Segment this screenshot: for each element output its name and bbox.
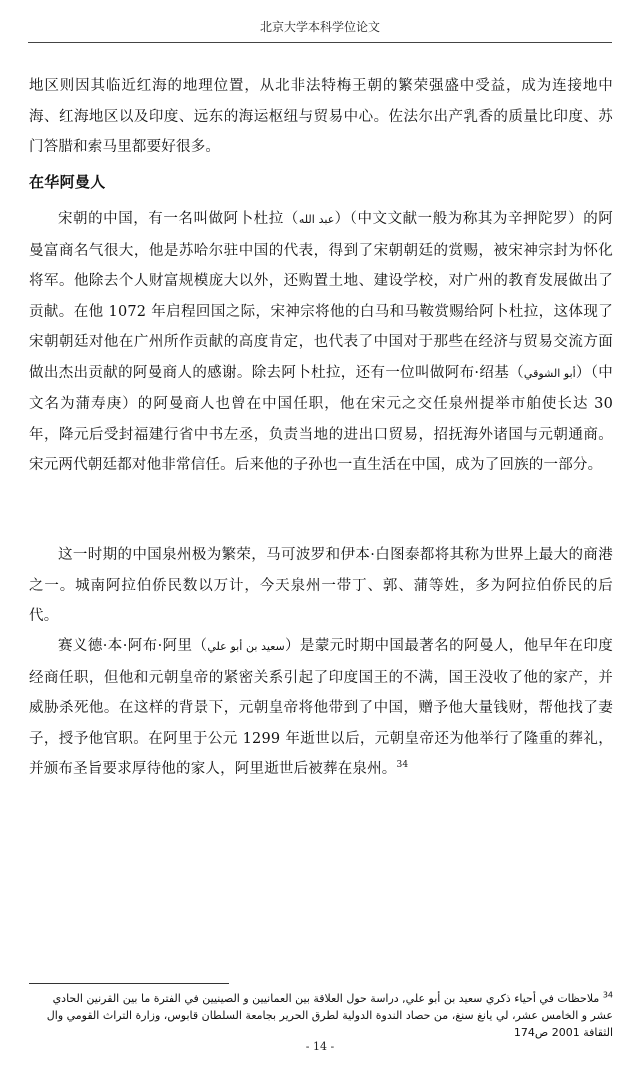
paragraph-said-ali-text-b: ）是蒙元时期中国最著名的阿曼人，他早年在印度经商任职，但他和元朝皇帝的紧密关系引起了印度国王的不满，国王没收了他的家产，并威胁杀死他。在这样的背景下，元朝皇帝将他带到了中国，赠予他大量钱财，帮他找了妻子，授予他官职。在阿里于公元 1299 年逝世以后，元朝皇帝还为他举行了隆重的葬礼，并颁布圣旨要求厚待他的家人，阿里逝世后被葬在泉州。 (29, 638, 614, 777)
paragraph-said-ali-text-a: 赛义德·本·阿布·阿里（ (58, 638, 208, 654)
arabic-name-said-ali: سعيد بن أبو علي (207, 640, 285, 653)
section-heading: 在华阿曼人 (29, 173, 106, 191)
page-number: - 14 - (305, 1040, 335, 1053)
footnote (29, 990, 613, 1041)
paragraph-abdullah (29, 204, 613, 481)
arabic-name-abu-shawqi: أبو الشوقي (523, 366, 576, 380)
paragraph-intro: 地区则因其临近红海的地理位置，从北非法特梅王朝的繁荣强盛中受益，成为连接地中海、红海地区以及印度、远东的海运枢纽与贸易中心。佐法尔出产乳香的质量比印度、苏门答腊和索马里都要好很多。 (29, 78, 613, 155)
page-header: 北京大学本科学位论文 (259, 20, 380, 34)
footnote-reference[interactable]: 34 (396, 760, 409, 771)
header-rule (28, 42, 612, 43)
paragraph-quanzhou: 这一时期的中国泉州极为繁荣，马可波罗和伊本·白图泰都将其称为世界上最大的商港之一。城南阿拉伯侨民数以万计，今天泉州一带丁、郭、蒲等姓，多为阿拉伯侨民的后代。 (29, 547, 613, 624)
paragraph-said-ali (29, 631, 613, 785)
footnote-rule (29, 983, 229, 984)
footnote-number: 34 (602, 990, 613, 1000)
paragraph-abdullah-text-b: ）（中文文献一般为称其为辛押陀罗）的阿曼富商名气很大，他是苏哈尔驻中国的代表，得到了宋朝朝廷的赏赐，被宋神宗封为怀化将军。他除去个人财富规模庞大以外，还购置土地、建设学校，对广州的教育发展做出了贡献。在他 1072 年启程回国之际，宋神宗将他的白马和马鞍赏赐给阿卜杜拉，这体现了宋朝朝廷对他在广州所作贡献的高度肯定，也代表了中国对于那些在经济与贸易交流方面做出杰出贡献的阿曼商人的感谢。除去阿卜杜拉，还有一位叫做阿布·绍基（ (29, 211, 613, 381)
paragraph-abdullah-text-c: ）（中文名为蒲寿庚）的阿曼商人也曾在中国任职，他在宋元之交任泉州提举市舶使长达 30 年，降元后受封福建行省中书左丞，负责当地的进出口贸易，招抚海外诸国与元朝通商。宋元两代朝廷都对他非常信任。后来他的子孙也一直生活在中国，成为了回族的一部分。 (29, 364, 613, 473)
arabic-name-abdullah: عبد الله (298, 213, 335, 226)
paragraph-abdullah-text-a: 宋朝的中国，有一名叫做阿卜杜拉（ (58, 211, 299, 227)
footnote-text: ملاحظات في أحياء ذكري سعيد بن أبو علي, دراسة حول العلاقة بين العمانيين و الصينيين في الفترة ما بين القرنين الحادي عشر و الخامس عشر، لي يانغ سنغ، من حصاد الندوة الدولية لطرق الحرير بجامعة السلطان قابوس، وزارة التراث القومي وال الثقافة 2001 ص174 (46, 992, 613, 1039)
